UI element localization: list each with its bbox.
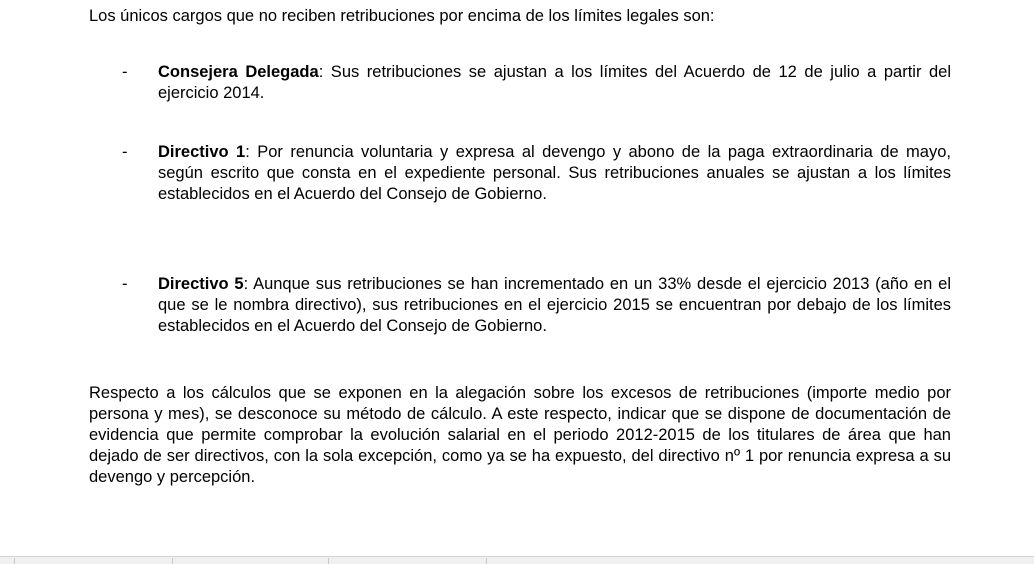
bullet-separator: : — [243, 275, 249, 293]
status-bar-divider — [172, 558, 173, 564]
bullet-body: Aunque sus retribuciones se han incrementado en un 33% desde el ejercicio 2013 (año en el que se le nombra directivo), sus retribuciones en el ejercicio 2015 se encuentran por debajo de los límites establecidos en el Acuerdo del Consejo de Gobierno. — [158, 275, 952, 335]
bullet-marker: - — [122, 63, 128, 81]
status-bar-divider — [328, 558, 329, 564]
bullet-body: Sus retribuciones se ajustan a los límites del Acuerdo de 12 de julio a partir del ejercicio 2014. — [158, 63, 952, 102]
bullet-label: Consejera Delegada — [158, 63, 319, 81]
bullet-text — [158, 274, 951, 337]
bullet-body: Por renuncia voluntaria y expresa al devengo y abono de la paga extraordinaria de mayo, según escrito que consta en el expediente personal. Sus retribuciones anuales se ajustan a los límites establecidos en el Acuerdo del Consejo de Gobierno. — [158, 143, 951, 203]
status-bar-divider — [486, 558, 487, 564]
bullet-label: Directivo 1 — [158, 143, 246, 161]
status-bar-divider — [14, 558, 15, 564]
bullet-label: Directivo 5 — [158, 275, 244, 293]
intro-paragraph: Los únicos cargos que no reciben retribuciones por encima de los límites legales son: — [89, 7, 715, 25]
bullet-separator: : — [318, 63, 324, 81]
status-bar — [0, 556, 1034, 564]
bullet-text — [158, 62, 951, 104]
bullet-marker: - — [122, 275, 128, 293]
bullet-text — [158, 142, 951, 205]
bullet-marker: - — [122, 143, 128, 161]
bullet-separator: : — [245, 143, 250, 161]
closing-paragraph: Respecto a los cálculos que se exponen en la alegación sobre los excesos de retribuciones (importe medio por persona y mes), se desconoce su método de cálculo. A este respecto, indicar que se dispone de documentación de evidencia que permite comprobar la evolución salarial en el periodo 2012-2015 de los titulares de área que han dejado de ser directivos, con la sola excepción, como ya se ha expuesto, del directivo nº 1 por renuncia expresa a su devengo y percepción. — [89, 384, 951, 486]
